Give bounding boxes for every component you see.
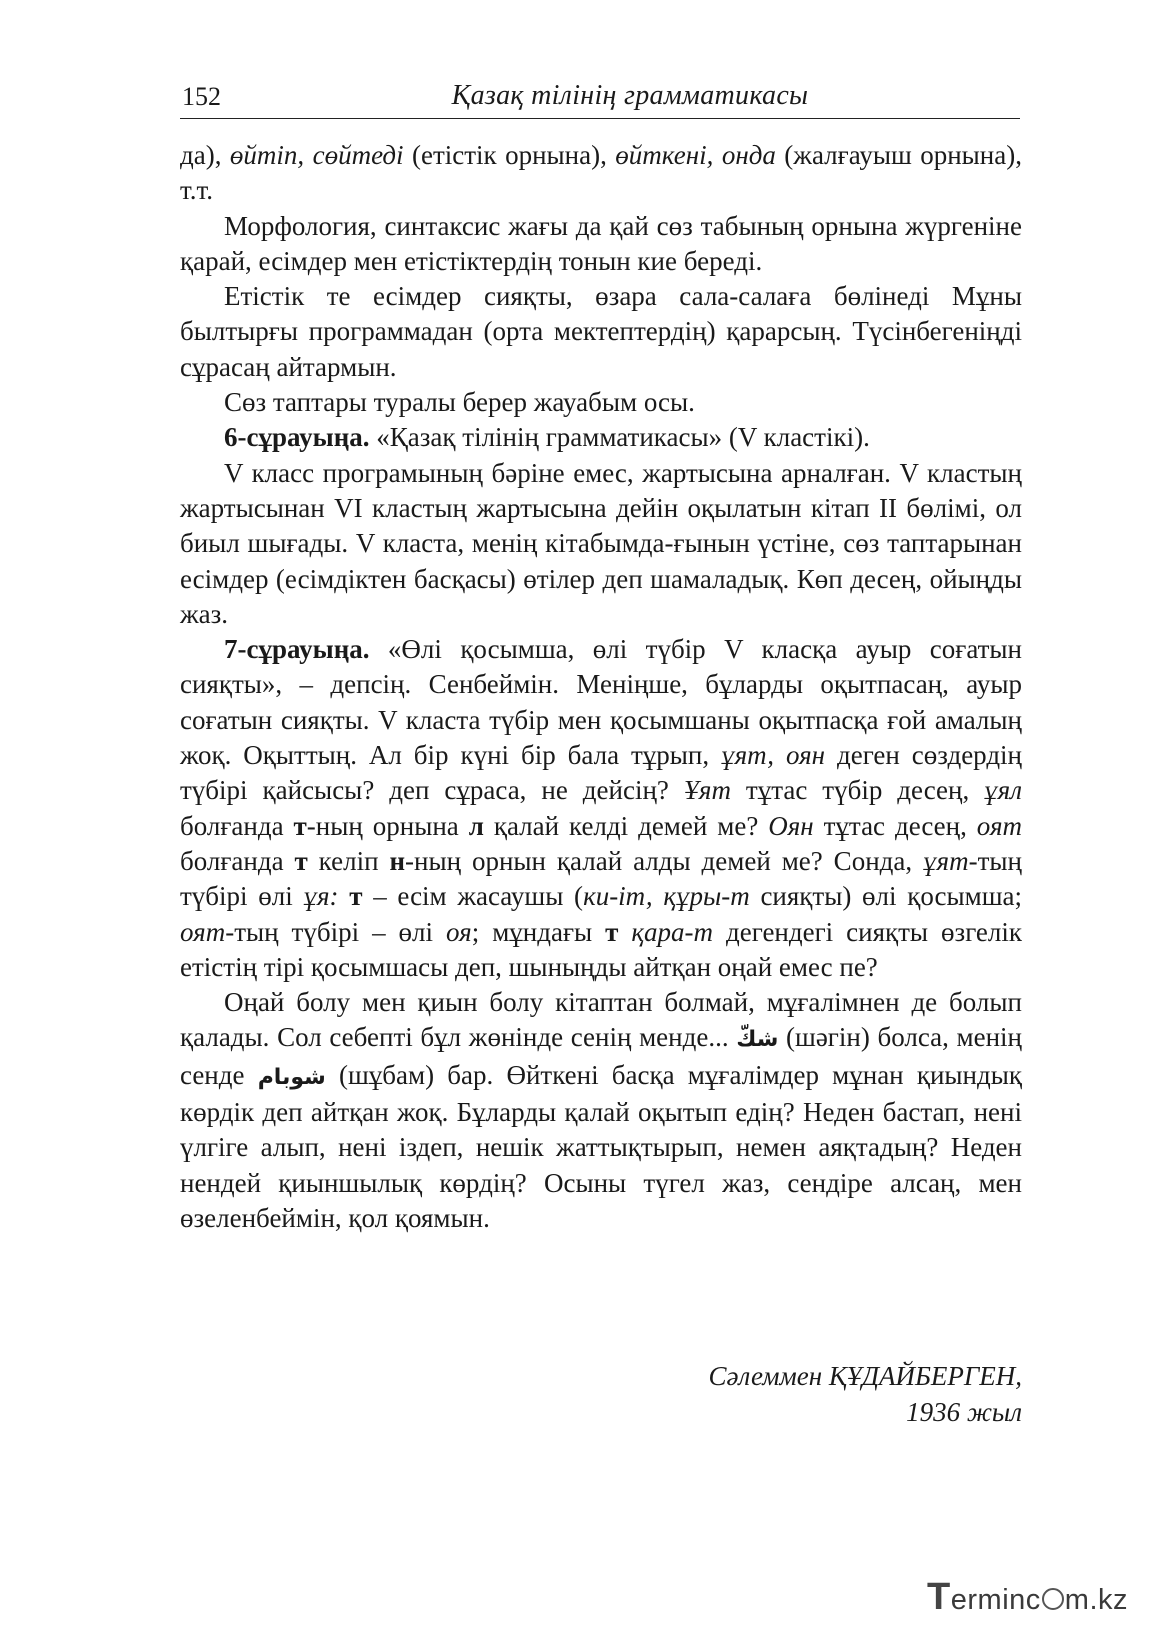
text-run: (жалғауыш орнына), т.т. [180, 140, 1022, 206]
watermark-text: erminc [950, 1584, 1041, 1616]
bold-text: т [293, 810, 307, 841]
text-run: (шәгін) болса, менің сенде [180, 1022, 1023, 1090]
italic-text: ұят, оян [721, 740, 826, 771]
bold-text: н [389, 845, 406, 876]
text-run [339, 881, 350, 911]
bold-text: л [468, 810, 484, 841]
paragraph [180, 138, 1022, 209]
watermark-domain: m.kz [1064, 1584, 1128, 1616]
text-run: (шұбам) бар. Өйткені басқа мұғалімдер мұнан қиындық көрдік деп айтқан жоқ. Бұларды қалай оқытып едің? Неден бастап, нені үлгіге алып, нені іздеп, нешік жаттықтырып, немен аяқтадың? Неден нендей қиыншылық көрдің? Осыны түгел жаз, сендіре алсаң, мен өзеленбеймін, қол қоямын. [180, 1059, 1022, 1233]
text-run: болғанда [180, 810, 294, 841]
italic-text: өйтіп, сөйтеді [229, 140, 404, 170]
running-title: Қазақ тілінің грамматикасы [451, 80, 809, 111]
italic-text: оят [180, 916, 226, 947]
paragraph [180, 209, 1022, 280]
text-run: дегендегі сияқты өзгелік етістің тірі қосымшасы деп, шыныңды айтқан оңай емес пе? [180, 916, 1023, 982]
italic-text: Оян [768, 810, 814, 841]
signature-block [709, 1358, 1022, 1430]
text-run [618, 917, 631, 947]
bold-text: т [294, 845, 308, 876]
italic-text: оят [976, 810, 1022, 841]
bold-text: 7-сұрауыңа. [224, 634, 370, 665]
text-run: Морфология, синтаксис жағы да қай сөз табының орнына жүргеніне қарай, есімдер мен етістіктердің тонын кие береді. [180, 210, 1022, 276]
text-run: Сөз таптары туралы берер жауабым осы. [224, 387, 695, 418]
arabic-word: شوبام [257, 1064, 326, 1090]
arabic-word: شكّ [736, 1027, 779, 1053]
italic-text: оя [446, 916, 472, 947]
paragraph [180, 632, 1022, 985]
text-run: -тың түбірі – өлі [225, 916, 447, 947]
text-run: -ның орнына [306, 810, 469, 841]
bold-text: 6-сұрауыңа. [224, 422, 370, 453]
italic-text: қара-т [631, 916, 714, 947]
paragraph [180, 420, 1022, 455]
italic-text: Ұят [683, 775, 731, 806]
text-run: қалай келді демей ме? [483, 810, 769, 841]
text-run: тұтас десең, [813, 810, 977, 841]
text-run: сияқты) өлі қосымша; [749, 881, 1023, 912]
page-header [180, 78, 1020, 119]
text-run: тұтас түбір десең, [730, 775, 985, 806]
text-run: деген сөздердің түбірі қайсысы? деп сұраса, не дейсің? [180, 740, 1023, 806]
bold-text: т [605, 916, 619, 947]
text-run: ; мұндағы [471, 916, 606, 947]
text-run: келіп [307, 845, 390, 876]
text-run: (етістік орнына), [403, 140, 616, 170]
paragraph [180, 456, 1022, 632]
italic-text: өйткені, онда [615, 140, 776, 170]
text-run: «Өлі қосымша, өлі түбір V класқа ауыр соғатын сияқты», – депсің. Сенбеймін. Меніңше, бұларды оқытпасаң, ауыр соғатын сияқты. V класта түбір мен қосымшаны оқытпасқа ғой амалың жоқ. Оқыттың. Ал бір күні бір бала тұрып, [180, 634, 1022, 771]
text-run: -ның орнын қалай алды демей ме? Сонда, [405, 845, 924, 876]
text-run: -тың түбірі өлі [180, 845, 1022, 912]
text-run: да), [180, 140, 230, 170]
italic-text: ұя: [303, 881, 339, 912]
paragraph [180, 279, 1022, 385]
signature-line: Сәлеммен ҚҰДАЙБЕРГЕН, [708, 1361, 1022, 1391]
text-run: Етістік те есімдер сияқты, өзара сала-салаға бөлінеді Мұны былтырғы программадан (орта мектептердің) қарарсың. Түсінбегеніңді сұрасаң айтармын. [180, 281, 1022, 382]
text-run: «Қазақ тілінің грамматикасы» (V кластікі). [369, 422, 870, 453]
page-number: 152 [182, 82, 221, 111]
text-run: – есім жасаушы ( [362, 881, 584, 912]
italic-text: ұял [984, 775, 1022, 806]
italic-text: ұят [923, 845, 969, 876]
bold-text: т [349, 881, 363, 912]
text-run: болғанда [180, 845, 295, 876]
watermark-logo [927, 1576, 1128, 1619]
body-text [180, 138, 1022, 1236]
paragraph [180, 385, 1022, 420]
signature-date: 1936 жыл [906, 1397, 1022, 1427]
paragraph [180, 985, 1022, 1236]
italic-text: ки-іт, құры-т [583, 881, 750, 912]
text-run: V класс програмының бәріне емес, жартысына арналған. V кластың жартысынан VI кластың жартысына дейін оқылатын кітап II бөлімі, ол биыл шығады. V класта, менің кітабымда-ғынын үстіне, сөз таптарынан есімдер (есімдіктен басқасы) өтілер деп шамаладық. Көп десең, ойыңды жаз. [180, 457, 1022, 629]
text-run: Оңай болу мен қиын болу кітаптан болмай, мұғалімнен де болып қалады. Сол себепті бұл жөнінде сенің менде... [180, 987, 1022, 1053]
watermark-letter: T [927, 1576, 951, 1618]
globe-icon [1042, 1588, 1064, 1610]
